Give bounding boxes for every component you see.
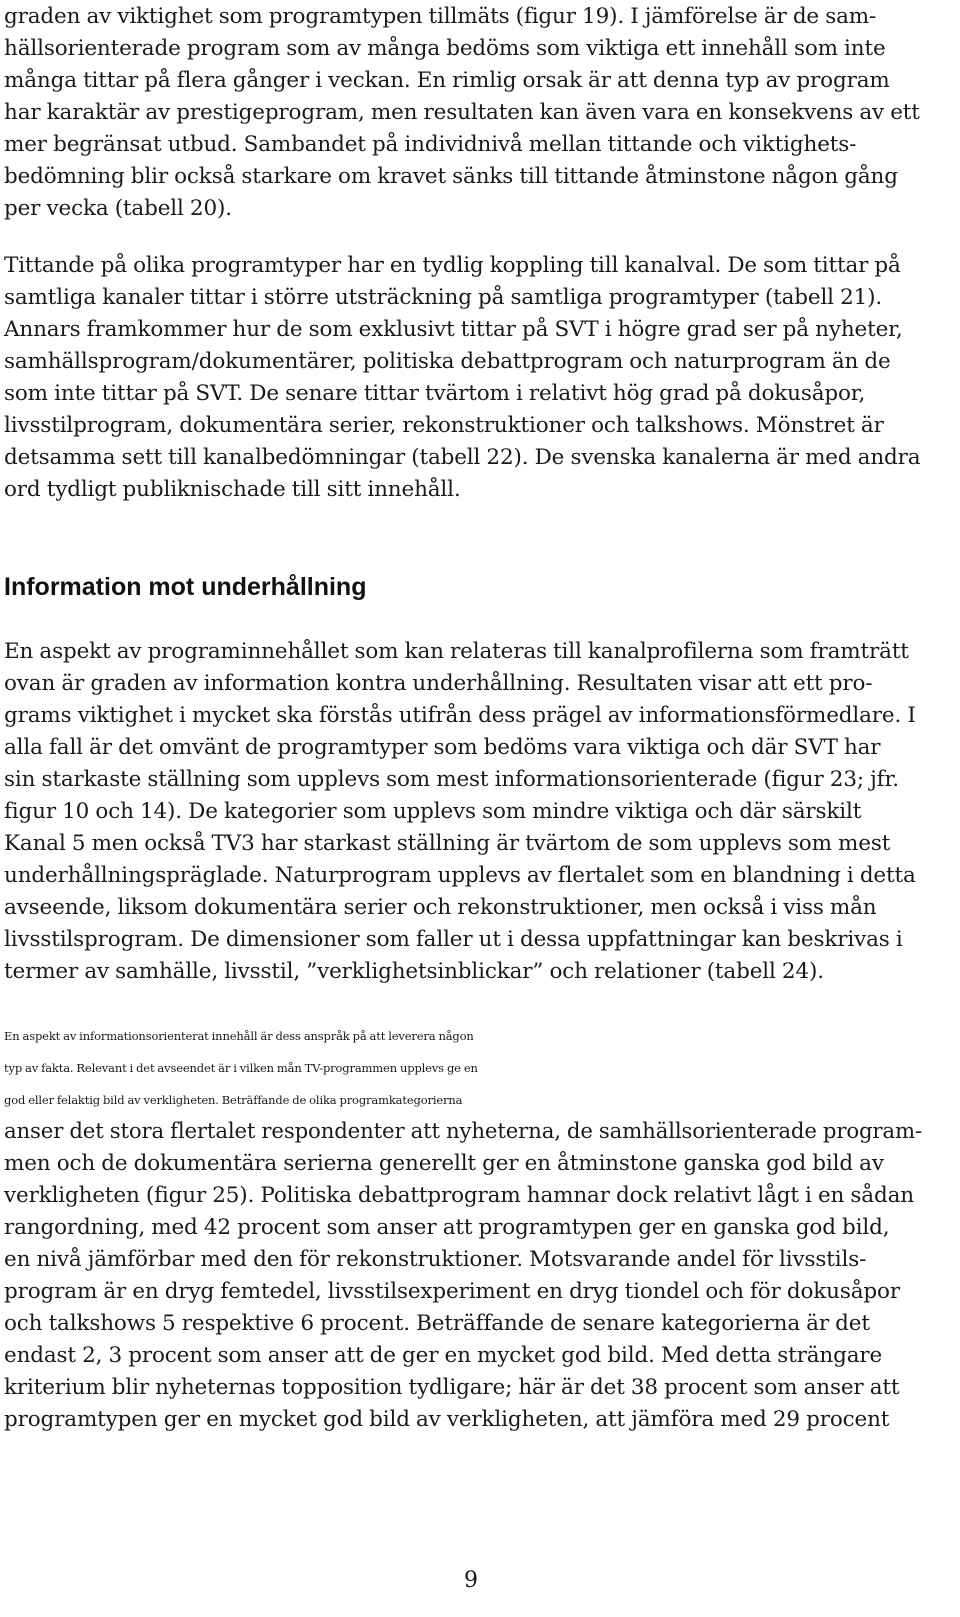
text-line: endast 2, 3 procent som anser att de ger en mycket god bild. Med detta strängare — [4, 1343, 883, 1368]
body-paragraph — [4, 1, 920, 225]
text-line: många tittar på flera gånger i veckan. En rimlig orsak är att denna typ av program — [4, 68, 890, 93]
text-line: per vecka (tabell 20). — [4, 196, 232, 221]
text-line: som inte tittar på SVT. De senare tittar tvärtom i relativt hög grad på dokusåpor, — [4, 381, 866, 406]
text-line: termer av samhälle, livsstil, ”verklighetsinblickar” och relationer (tabell 24). — [4, 959, 824, 984]
text-line: En aspekt av informationsorienterat innehåll är dess anspråk på att leverera någon — [4, 1029, 474, 1043]
body-paragraph — [4, 636, 916, 988]
text-line: samhällsprogram/dokumentärer, politiska debattprogram och naturprogram än de — [4, 349, 891, 374]
text-line: graden av viktighet som programtypen tillmäts (figur 19). I jämförelse är de sam- — [4, 4, 877, 29]
text-line: sin starkaste ställning som upplevs som mest informationsorienterade (figur 23; jfr. — [4, 767, 899, 792]
text-line: har karaktär av prestigeprogram, men resultaten kan även vara en konsekvens av ett — [4, 100, 920, 125]
text-line: underhållningspräglade. Naturprogram upplevs av flertalet som en blandning i detta — [4, 863, 916, 888]
body-paragraph — [4, 250, 920, 506]
text-line: livsstilsprogram. De dimensioner som faller ut i dessa uppfattningar kan beskrivas i — [4, 927, 903, 952]
text-line: rangordning, med 42 procent som anser att programtypen ger en ganska god bild, — [4, 1215, 890, 1240]
text-line: Annars framkommer hur de som exklusivt tittar på SVT i högre grad ser på nyheter, — [4, 317, 903, 342]
text-line: programtypen ger en mycket god bild av verkligheten, att jämföra med 29 procent — [4, 1407, 890, 1432]
text-line: ovan är graden av information kontra underhållning. Resultaten visar att ett pro- — [4, 671, 873, 696]
text-line: bedömning blir också starkare om kravet sänks till tittande åtminstone någon gång — [4, 164, 898, 189]
text-line: verkligheten (figur 25). Politiska debattprogram hamnar dock relativt lågt i en sådan — [4, 1183, 914, 1208]
text-line: detsamma sett till kanalbedömningar (tabell 22). De svenska kanalerna är med andra — [4, 445, 921, 470]
text-line: program är en dryg femtedel, livsstilsexperiment en dryg tiondel och för dokusåpor — [4, 1279, 900, 1304]
text-line: Kanal 5 men också TV3 har starkast ställning är tvärtom de som upplevs som mest — [4, 831, 891, 856]
text-line: men och de dokumentära serierna generellt ger en åtminstone ganska god bild av — [4, 1151, 884, 1176]
text-line: ord tydligt publiknischade till sitt innehåll. — [4, 477, 461, 502]
text-line: typ av fakta. Relevant i det avseendet är i vilken mån TV-programmen upplevs ge en — [4, 1061, 478, 1075]
text-line: avseende, liksom dokumentära serier och rekonstruktioner, men också i viss mån — [4, 895, 877, 920]
text-line: Tittande på olika programtyper har en tydlig koppling till kanalval. De som tittar på — [4, 253, 901, 278]
text-line: livsstilprogram, dokumentära serier, rekonstruktioner och talkshows. Mönstret är — [4, 413, 884, 438]
text-line: hällsorienterade program som av många bedöms som viktiga ett innehåll som inte — [4, 36, 886, 61]
text-line: grams viktighet i mycket ska förstås utifrån dess prägel av informationsförmedlare. I — [4, 703, 916, 728]
text-line: anser det stora flertalet respondenter att nyheterna, de samhällsorienterade program- — [4, 1119, 922, 1144]
section-heading: Information mot underhållning — [4, 573, 367, 601]
page-number: 9 — [464, 1568, 478, 1593]
body-paragraph — [4, 1020, 922, 1436]
text-line: alla fall är det omvänt de programtyper som bedöms vara viktiga och där SVT har — [4, 735, 881, 760]
text-line: samtliga kanaler tittar i större utsträckning på samtliga programtyper (tabell 21). — [4, 285, 883, 310]
text-line: en nivå jämförbar med den för rekonstruktioner. Motsvarande andel för livsstils- — [4, 1247, 867, 1272]
text-line: mer begränsat utbud. Sambandet på individnivå mellan tittande och viktighets- — [4, 132, 857, 157]
text-line: och talkshows 5 respektive 6 procent. Beträffande de senare kategorierna är det — [4, 1311, 870, 1336]
text-line: En aspekt av programinnehållet som kan relateras till kanalprofilerna som framträtt — [4, 639, 909, 664]
text-line: figur 10 och 14). De kategorier som upplevs som mindre viktiga och där särskilt — [4, 799, 862, 824]
text-line: god eller felaktig bild av verkligheten. Beträffande de olika programkategorierna — [4, 1093, 463, 1107]
text-line: kriterium blir nyheternas topposition tydligare; här är det 38 procent som anser att — [4, 1375, 900, 1400]
